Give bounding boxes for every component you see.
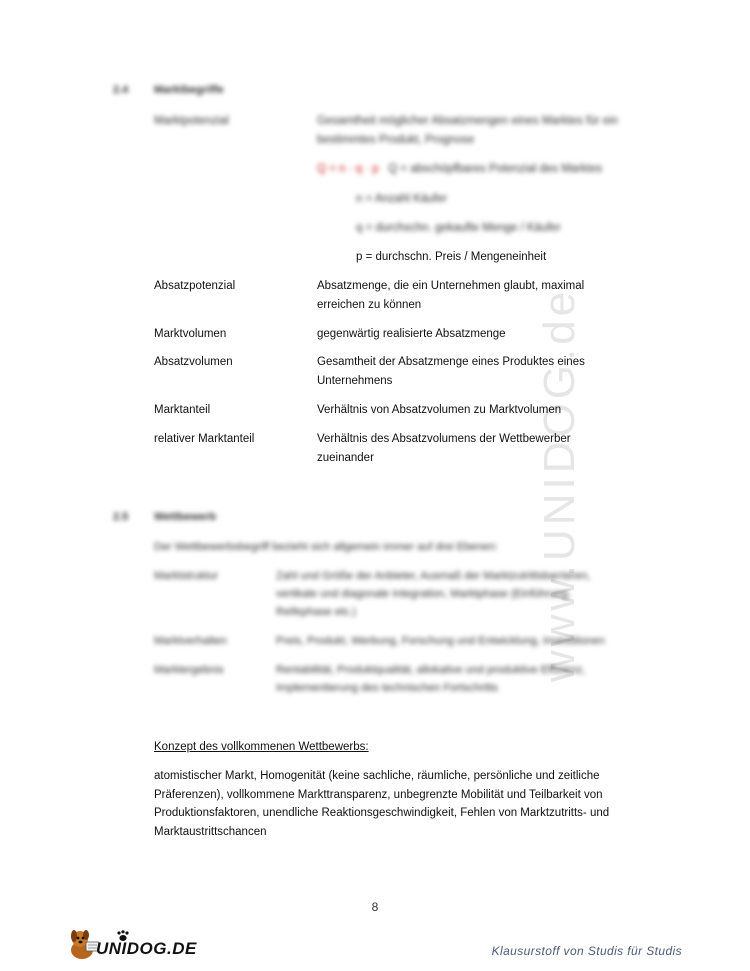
term-marktergebnis: Marktergebnis [154,664,224,676]
def-absatzvolumen: Gesamtheit der Absatzmenge eines Produktes eines Unternehmens [317,356,585,387]
term-marktverhalten: Marktverhalten [154,635,227,647]
logo-text: UNIDOG.DE [96,939,197,958]
formula-row [317,160,602,179]
term-marktvolumen: Marktvolumen [154,328,227,340]
term-absatzpotenzial: Absatzpotenzial [154,280,236,292]
watermark: www.UNIDOG.de [535,287,584,683]
formula-p: p = durchschn. Preis / Mengeneinheit [356,251,547,263]
term-relativer-marktanteil: relativer Marktanteil [154,433,255,445]
def-marktergebnis: Rentabilität, Produktqualität, allokative und produktive Effizienz, Implementierung des technischen Fortschritts [276,664,586,694]
konzept-heading: Konzept des vollkommenen Wettbewerbs: [154,741,369,753]
def-marktanteil: Verhältnis von Absatzvolumen zu Marktvolumen [317,404,562,416]
section-number-2-5: 2.5 [113,511,129,523]
section-number-2-4: 2.4 [113,84,129,96]
formula-q: q = durchschn. gekaufte Menge / Käufer [356,222,561,234]
wettbewerb-intro: Der Wettbewerbsbegriff bezieht sich allgemein immer auf drei Ebenen: [154,541,498,553]
term-marktstruktur: Marktstruktur [154,570,219,582]
def-relativer-marktanteil: Verhältnis des Absatzvolumens der Wettbewerber zueinander [317,433,571,464]
def-marktpotenzial: Gesamtheit möglicher Absatzmengen eines Marktes für ein bestimmtes Produkt, Prognose [317,115,619,146]
term-marktanteil: Marktanteil [154,404,211,416]
section-title-wettbewerb: Wettbewerb [154,511,217,523]
footer-tagline: Klausurstoff von Studis für Studis [491,944,682,958]
konzept-text: atomistischer Markt, Homogenität (keine sachliche, räumliche, persönliche und zeitliche Präferenzen), vollkommene Markttransparenz, unbegrenzte Mobilität und Teilbarkeit von Produktionsfaktoren, unendliche Reaktionsgeschwindigkeit, Fehlen von Marktzutritts- und Marktaustrittschancen [154,770,610,838]
term-marktpotenzial: Marktpotenzial [154,115,229,127]
def-marktverhalten: Preis, Produkt, Werbung, Forschung und Entwicklung, Investitionen [276,635,605,647]
page-number: 8 [371,900,379,914]
def-marktstruktur: Zahl und Größe der Anbieter, Ausmaß der Marktzutrittsbarrieren, vertikale und diagonale Integration, Marktphase (Einführung, Reifephase etc.) [276,570,591,618]
term-absatzvolumen: Absatzvolumen [154,356,233,368]
formula: Q = n · q · p [317,163,379,175]
def-marktvolumen: gegenwärtig realisierte Absatzmenge [317,328,506,340]
formula-n: n = Anzahl Käufer [356,193,448,205]
def-absatzpotenzial: Absatzmenge, die ein Unternehmen glaubt, maximal erreichen zu können [317,280,585,311]
formula-note: Q = abschöpfbares Potenzial des Marktes [388,163,603,175]
section-title-marktbegriffe: Marktbegriffe [154,84,224,96]
